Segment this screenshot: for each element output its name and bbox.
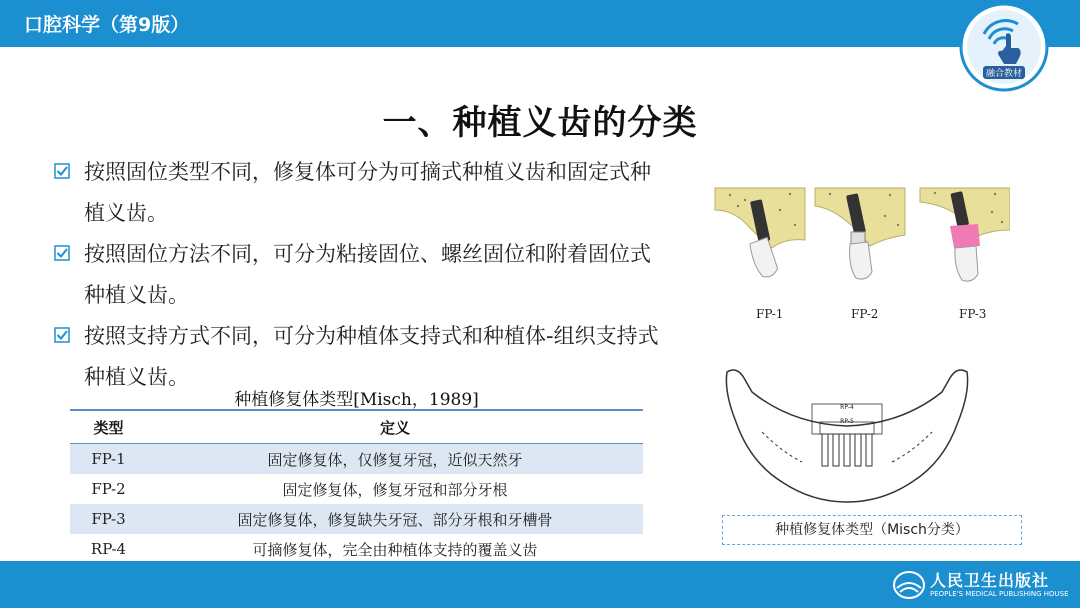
cell-type: RP-4: [70, 534, 147, 565]
cell-definition: 固定修复体，修复牙冠和部分牙根: [282, 480, 508, 499]
cell-definition: 可摘修复体，完全由种植体支持的覆盖义齿: [147, 534, 643, 565]
table-row: [70, 534, 643, 565]
table-row: [70, 504, 643, 534]
cell-type: FP-3: [70, 504, 147, 534]
cell-definition: 固定修复体，修复缺失牙冠、部分牙根和牙槽骨: [147, 504, 643, 534]
rp4-label: RP-4: [840, 404, 854, 411]
bullet-text: 按照固位方法不同，可分为粘接固位、螺丝固位和附着固位式种植义齿。: [84, 242, 651, 307]
book-title: 口腔科学（第9版）: [24, 14, 190, 36]
misch-classification-table: [70, 409, 643, 565]
cell-type: FP-2: [91, 480, 126, 498]
fp3-label: FP-3: [959, 307, 987, 321]
column-header-type: 类型: [70, 410, 147, 444]
publisher-english-name: PEOPLE'S MEDICAL PUBLISHING HOUSE: [930, 590, 1069, 598]
column-header-definition: 定义: [147, 410, 643, 444]
table-header-row: [70, 410, 643, 444]
fp2-implant-image: [815, 188, 905, 279]
figure-caption: 种植修复体类型（Misch分类）: [722, 515, 1022, 545]
checkbox-icon: [54, 163, 70, 179]
fp3-implant-image: [920, 188, 1010, 281]
fp1-label: FP-1: [756, 307, 784, 321]
rp-jaw-illustration: [722, 362, 972, 508]
fp2-label: FP-2: [851, 307, 879, 321]
cell-type: FP-1: [70, 444, 147, 475]
bullet-text: 按照固位类型不同，修复体可分为可摘式种植义齿和固定式种植义齿。: [84, 160, 651, 225]
fusion-textbook-badge[interactable]: [958, 2, 1050, 92]
badge-text: 融合教材: [985, 69, 1023, 79]
publisher-emblem-icon: [892, 568, 926, 602]
bullet-item: [54, 234, 664, 316]
main-title: 一、种植义齿的分类: [382, 103, 698, 143]
fp1-implant-image: [715, 188, 805, 279]
bullet-list: [54, 152, 664, 398]
rp5-label: RP-5: [840, 418, 854, 425]
publisher-logo: [890, 566, 1070, 604]
cell-definition: 固定修复体，仅修复牙冠，近似天然牙: [147, 444, 643, 475]
checkbox-icon: [54, 245, 70, 261]
publisher-name: 人民卫生出版社: [930, 571, 1050, 590]
bullet-text: 按照支持方式不同，可分为种植体支持式和种植体-组织支持式种植义齿。: [84, 324, 659, 389]
table-row: [70, 474, 643, 504]
checkbox-icon: [54, 327, 70, 343]
table-title: 种植修复体类型[Misch，1989]: [234, 390, 479, 410]
table-row: [70, 444, 643, 475]
top-bar: [0, 0, 1080, 47]
bullet-item: [54, 152, 664, 234]
